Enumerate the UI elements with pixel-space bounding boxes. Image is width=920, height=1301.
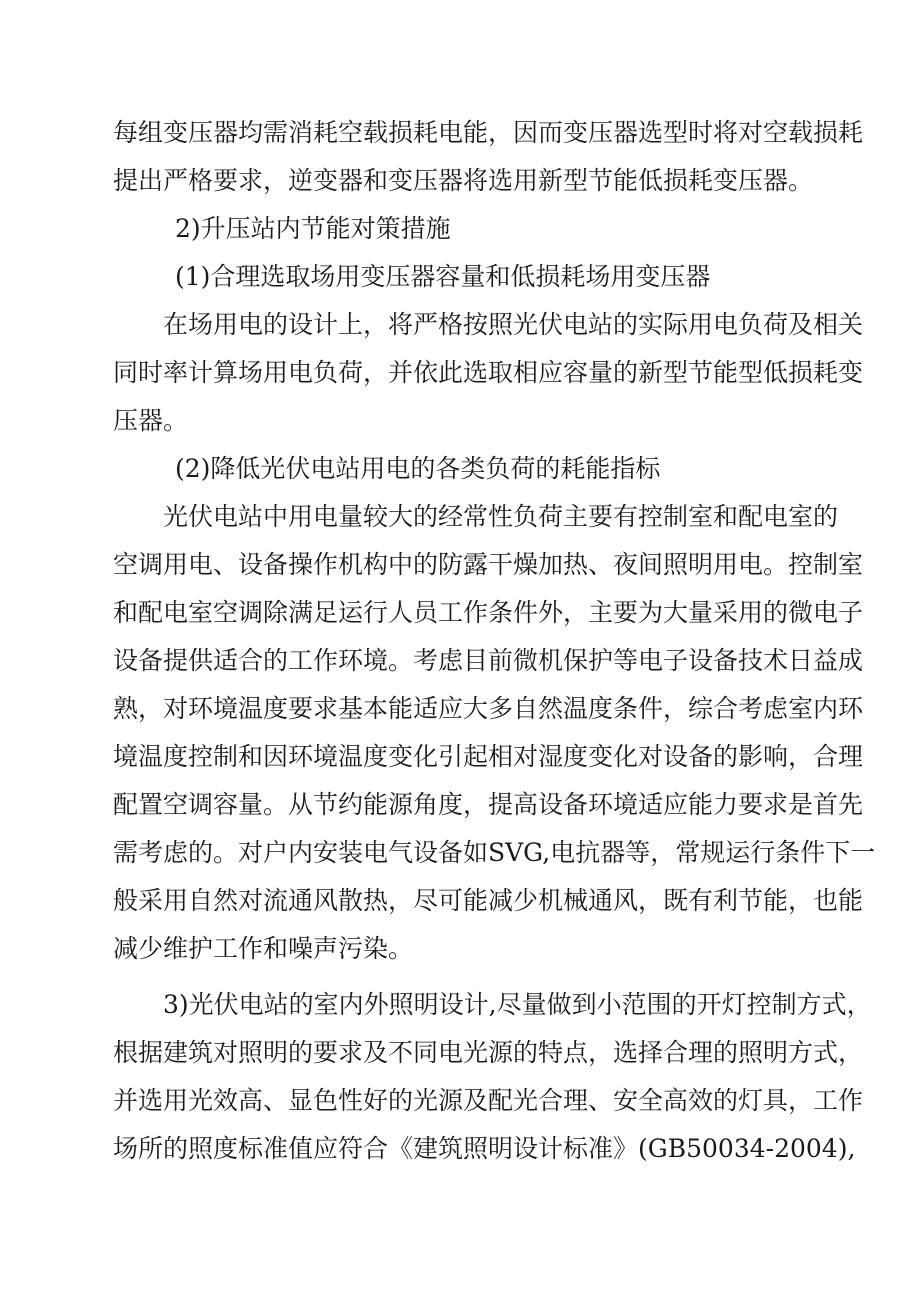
paragraph-line: 境温度控制和因环境温度变化引起相对湿度变化对设备的影响，合理 <box>113 742 864 771</box>
subsection-heading: (1)合理选取场用变压器容量和低损耗场用变压器 <box>175 262 711 291</box>
paragraph-line: 压器。 <box>113 406 189 435</box>
paragraph-line: 根据建筑对照明的要求及不同电光源的特点，选择合理的照明方式， <box>113 1038 864 1067</box>
paragraph-line: 需考虑的。对户内安装电气设备如SVG,电抗器等，常规运行条件下一 <box>113 838 876 867</box>
paragraph-line: 同时率计算场用电负荷，并依此选取相应容量的新型节能型低损耗变 <box>113 358 864 387</box>
paragraph-line: 熟，对环境温度要求基本能适应大多自然温度条件，综合考虑室内环 <box>113 694 864 723</box>
paragraph-line: 场所的照度标准值应符合《建筑照明设计标准》(GB50034-2004), <box>113 1134 856 1163</box>
paragraph-line: 减少维护工作和噪声污染。 <box>113 934 414 963</box>
paragraph-line: 空调用电、设备操作机构中的防露干燥加热、夜间照明用电。控制室 <box>113 550 864 579</box>
paragraph-line: 光伏电站中用电量较大的经常性负荷主要有控制室和配电室的 <box>163 502 839 531</box>
paragraph-line: 般采用自然对流通风散热，尽可能减少机械通风，既有利节能，也能 <box>113 886 864 915</box>
section-heading: 2)升压站内节能对策措施 <box>175 214 451 243</box>
paragraph-line: 每组变压器均需消耗空载损耗电能，因而变压器选型时将对空载损耗 <box>113 118 864 147</box>
paragraph-line: 配置空调容量。从节约能源角度，提高设备环境适应能力要求是首先 <box>113 790 864 819</box>
paragraph-line: 设备提供适合的工作环境。考虑目前微机保护等电子设备技术日益成 <box>113 646 864 675</box>
subsection-heading: (2)降低光伏电站用电的各类负荷的耗能指标 <box>175 454 661 483</box>
paragraph-line: 和配电室空调除满足运行人员工作条件外，主要为大量采用的微电子 <box>113 598 864 627</box>
paragraph-line: 提出严格要求，逆变器和变压器将选用新型节能低损耗变压器。 <box>113 166 814 195</box>
paragraph-line: 并选用光效高、显色性好的光源及配光合理、安全高效的灯具，工作 <box>113 1086 864 1115</box>
paragraph-line: 在场用电的设计上，将严格按照光伏电站的实际用电负荷及相关 <box>163 310 864 339</box>
paragraph-line: 3)光伏电站的室内外照明设计,尽量做到小范围的开灯控制方式， <box>163 990 872 1019</box>
